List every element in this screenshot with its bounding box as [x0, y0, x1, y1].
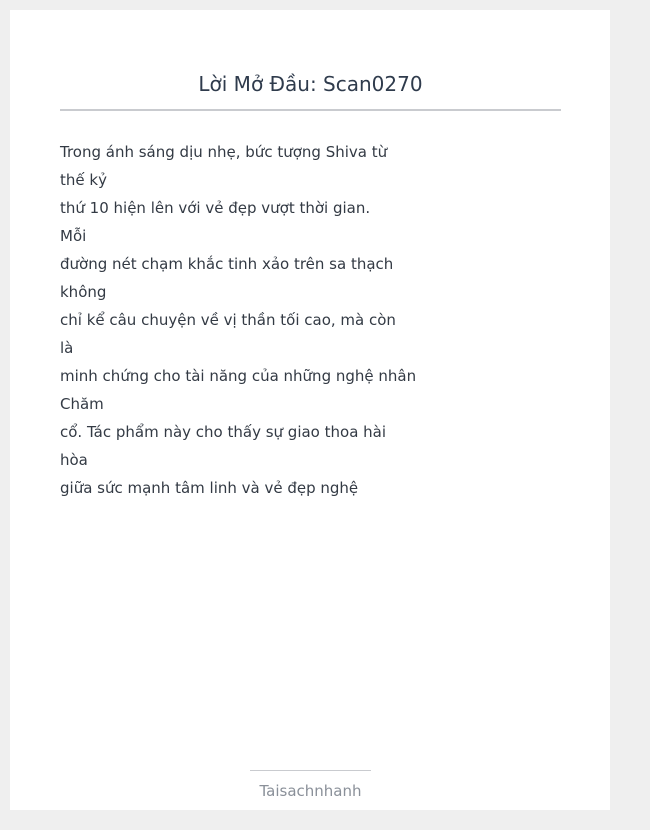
- body-line: chỉ kể câu chuyện về vị thần tối cao, mà còn: [60, 311, 396, 329]
- body-line: giữa sức mạnh tâm linh và vẻ đẹp nghệ: [60, 479, 359, 497]
- body-line: minh chứng cho tài năng của những nghệ nhân: [60, 367, 417, 385]
- footer-divider: [250, 770, 371, 771]
- body-line: Chăm: [60, 395, 104, 413]
- body-line: là: [60, 339, 74, 357]
- body-line: cổ. Tác phẩm này cho thấy sự giao thoa hài: [60, 423, 387, 441]
- body-line: không: [60, 283, 107, 301]
- footer-credit: Taisachnhanh: [259, 782, 362, 800]
- body-line: hòa: [60, 451, 88, 469]
- body-line: thế kỷ: [60, 171, 107, 189]
- body-text: [60, 138, 420, 502]
- body-line: Trong ánh sáng dịu nhẹ, bức tượng Shiva từ: [60, 143, 388, 161]
- title-divider: [60, 109, 561, 111]
- page-title: Lời Mở Đầu: Scan0270: [198, 72, 423, 96]
- body-line: đường nét chạm khắc tinh xảo trên sa thạch: [60, 255, 394, 273]
- body-line: Mỗi: [60, 227, 87, 245]
- body-line: thứ 10 hiện lên với vẻ đẹp vượt thời gian.: [60, 199, 371, 217]
- document-page: [10, 10, 610, 810]
